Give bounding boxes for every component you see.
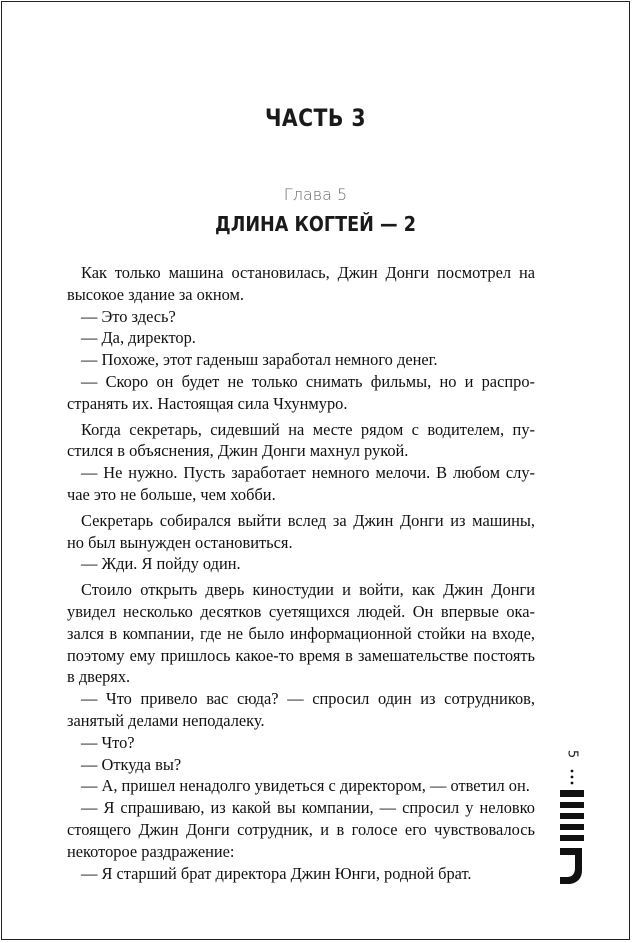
body-text	[67, 262, 535, 884]
paragraph: — Жди. Я пойду один.	[81, 554, 241, 574]
publisher-logo-icon	[554, 746, 590, 888]
paragraph: — Я спрашиваю, из какой вы компании, — спросил у неловко стоящего Джин Донги сотрудник, и в голосе его чувствовалось некоторое раздражение:	[67, 798, 535, 861]
paragraph: — Откуда вы?	[81, 754, 182, 774]
paragraph: — Это здесь?	[81, 306, 176, 326]
paragraph: Стоило открыть дверь киностудии и войти, как Джин Донги увидел несколько десятков суетящихся людей. Он впервые оказался в компании, где не было информационной стойки на входе, поэтому ему пришлось какое-то время в замешательстве постоять в дверях.	[67, 580, 535, 687]
paragraph: Секретарь собирался выйти вслед за Джин Донги из машины, но был вынужден остановиться.	[67, 510, 535, 552]
part-title: ЧАСТЬ 3	[265, 104, 366, 132]
page-number: 5	[564, 749, 580, 759]
chapter-title: ДЛИНА КОГТЕЙ — 2	[215, 212, 416, 236]
chapter-label: Глава 5	[283, 185, 348, 204]
paragraph: — Скоро он будет не только снимать фильмы, но и распространять их. Настоящая сила Чхунмуро.	[67, 371, 535, 413]
paragraph: Когда секретарь, сидевший на месте рядом с водителем, пустился в объяснения, Джин Донги махнул рукой.	[67, 419, 535, 461]
paragraph: — Да, директор.	[81, 328, 196, 348]
book-page	[1, 1, 630, 940]
paragraph: — Что привело вас сюда? — спросил один из сотрудников, занятый делами неподалеку.	[67, 689, 535, 730]
paragraph: Как только машина остановилась, Джин Донги посмотрел на высокое здание за окном.	[67, 263, 535, 304]
paragraph: — Что?	[81, 732, 135, 752]
paragraph: — Похоже, этот гаденыш заработал немного денег.	[81, 350, 438, 370]
paragraph: — Не нужно. Пусть заработает немного мелочи. В любом случае это не больше, чем хобби.	[67, 463, 535, 504]
paragraph: — А, пришел ненадолго увидеться с директором, — ответил он.	[81, 776, 530, 796]
paragraph: — Я старший брат директора Джин Юнги, родной брат.	[81, 863, 472, 883]
